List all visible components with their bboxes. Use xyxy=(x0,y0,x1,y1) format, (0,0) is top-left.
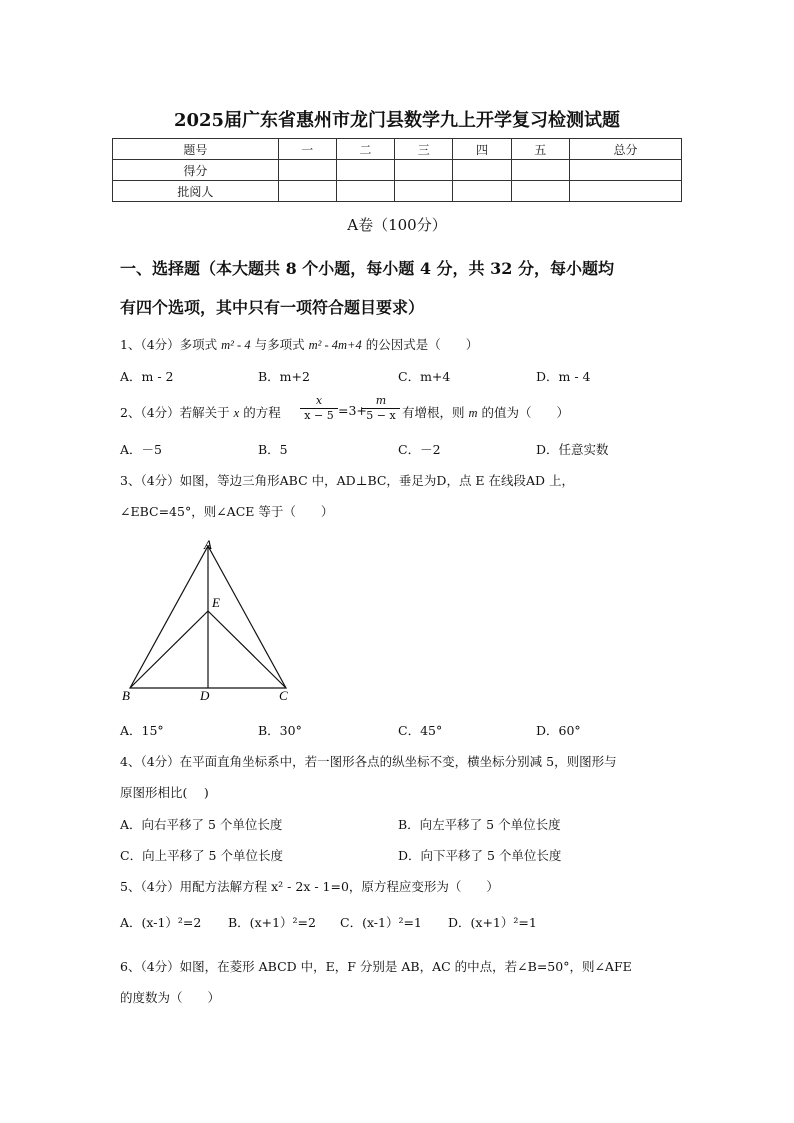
score-cell: 一 xyxy=(278,139,336,160)
score-table xyxy=(112,138,682,202)
question-1 xyxy=(120,335,478,353)
label-d: D xyxy=(200,688,210,703)
q2-option-a[interactable]: A．－5 xyxy=(120,442,162,457)
q1-option-a[interactable]: A．m - 2 xyxy=(120,369,174,384)
score-cell: 得分 xyxy=(113,160,279,181)
q2-option-c[interactable]: C．－2 xyxy=(398,442,441,457)
score-table-row xyxy=(113,160,682,181)
q2-prefix: 2、（4分）若解关于 xyxy=(120,405,230,420)
q1-suffix: 的公因式是（ ） xyxy=(365,337,479,352)
q1-option-b[interactable]: B．m+2 xyxy=(258,369,310,384)
score-cell: 五 xyxy=(511,139,569,160)
label-a: A xyxy=(204,537,212,552)
score-cell xyxy=(278,160,336,181)
q2-suffix-a: 有增根，则 xyxy=(402,405,465,420)
q2-option-d[interactable]: D．任意实数 xyxy=(536,442,609,457)
q3-line1: 3、（4分）如图，等边三角形ABC 中，AD⊥BC，垂足为D，点 E 在线段AD 上， xyxy=(120,473,575,488)
q4-option-a[interactable]: A．向右平移了 5 个单位长度 xyxy=(120,817,283,832)
q2-f2-denominator: 5 − x xyxy=(366,409,396,422)
q2-equals: =3+ xyxy=(338,403,367,418)
q3-option-c[interactable]: C．45° xyxy=(398,723,443,738)
q4-line2: 原图形相比( ) xyxy=(120,785,209,800)
score-cell: 总分 xyxy=(569,139,681,160)
label-e: E xyxy=(212,595,220,610)
label-c: C xyxy=(279,688,288,703)
score-cell xyxy=(569,160,681,181)
q5-option-a[interactable]: A．(x-1）²=2 xyxy=(120,915,202,930)
score-cell: 批阅人 xyxy=(113,181,279,202)
score-table-header-row xyxy=(113,139,682,160)
q2-f1-numerator: x xyxy=(315,394,323,407)
score-cell xyxy=(395,160,453,181)
q2-fraction-1 xyxy=(300,394,338,423)
score-cell: 四 xyxy=(453,139,511,160)
q6-line1: 6、（4分）如图，在菱形 ABCD 中，E，F 分别是 AB，AC 的中点，若∠B=50°，则∠AFE xyxy=(120,959,632,974)
volume-a-heading: A卷（100分） xyxy=(347,216,447,234)
q1-option-d[interactable]: D．m - 4 xyxy=(536,369,591,384)
q4-option-b[interactable]: B．向左平移了 5 个单位长度 xyxy=(398,817,561,832)
q5-line1: 5、（4分）用配方法解方程 x² - 2x - 1=0，原方程应变形为（ ） xyxy=(120,879,499,894)
score-cell xyxy=(453,160,511,181)
q3-option-d[interactable]: D．60° xyxy=(536,723,581,738)
section1-line2: 有四个选项，其中只有一项符合题目要求） xyxy=(120,298,425,317)
q3-option-a[interactable]: A．15° xyxy=(120,723,164,738)
score-cell: 二 xyxy=(336,139,394,160)
score-cell: 题号 xyxy=(113,139,279,160)
q2-var-m: m xyxy=(468,406,478,420)
q2-f2-numerator: m xyxy=(375,394,387,407)
score-cell xyxy=(395,181,453,202)
q6-line2: 的度数为（ ） xyxy=(120,990,221,1005)
score-cell: 三 xyxy=(395,139,453,160)
q2-option-b[interactable]: B．5 xyxy=(258,442,288,457)
q4-option-d[interactable]: D．向下平移了 5 个单位长度 xyxy=(398,848,562,863)
segment-ce xyxy=(208,611,286,688)
section1-line1: 一、选择题（本大题共 8 个小题，每小题 4 分，共 32 分，每小题均 xyxy=(120,259,614,278)
page-title: 2025届广东省惠州市龙门县数学九上开学复习检测试题 xyxy=(173,110,621,131)
segment-be xyxy=(130,611,208,688)
score-cell xyxy=(336,160,394,181)
q2-mid: 的方程 xyxy=(243,405,281,420)
q2-fraction-2 xyxy=(362,394,400,423)
q3-line2: ∠EBC=45°，则∠ACE 等于（ ） xyxy=(120,504,334,519)
score-table-row xyxy=(113,181,682,202)
q2-text-a xyxy=(120,403,281,421)
score-cell xyxy=(453,181,511,202)
q2-suffix-b: 的值为（ ） xyxy=(481,405,570,420)
score-cell xyxy=(511,181,569,202)
q2-var-x: x xyxy=(233,406,240,420)
score-cell xyxy=(336,181,394,202)
q1-prefix: 1、（4分）多项式 xyxy=(120,337,218,352)
q5-option-c[interactable]: C．(x-1）²=1 xyxy=(340,915,422,930)
label-b: B xyxy=(122,688,130,703)
q2-text-b xyxy=(402,403,569,421)
q2-f1-denominator: x − 5 xyxy=(304,409,334,422)
q1-option-c[interactable]: C．m+4 xyxy=(398,369,451,384)
score-cell xyxy=(569,181,681,202)
q5-option-d[interactable]: D．(x+1）²=1 xyxy=(448,915,537,930)
q1-expr1: m² - 4 xyxy=(221,338,251,352)
q3-figure-triangle xyxy=(118,536,298,706)
q1-mid: 与多项式 xyxy=(254,337,305,352)
q4-option-c[interactable]: C．向上平移了 5 个单位长度 xyxy=(120,848,283,863)
q3-option-b[interactable]: B．30° xyxy=(258,723,302,738)
score-cell xyxy=(511,160,569,181)
score-cell xyxy=(278,181,336,202)
q5-option-b[interactable]: B．(x+1）²=2 xyxy=(228,915,316,930)
q4-line1: 4、（4分）在平面直角坐标系中，若一图形各点的纵坐标不变，横坐标分别减 5，则图形与 xyxy=(120,754,617,769)
q1-expr2: m² - 4m+4 xyxy=(308,338,362,352)
